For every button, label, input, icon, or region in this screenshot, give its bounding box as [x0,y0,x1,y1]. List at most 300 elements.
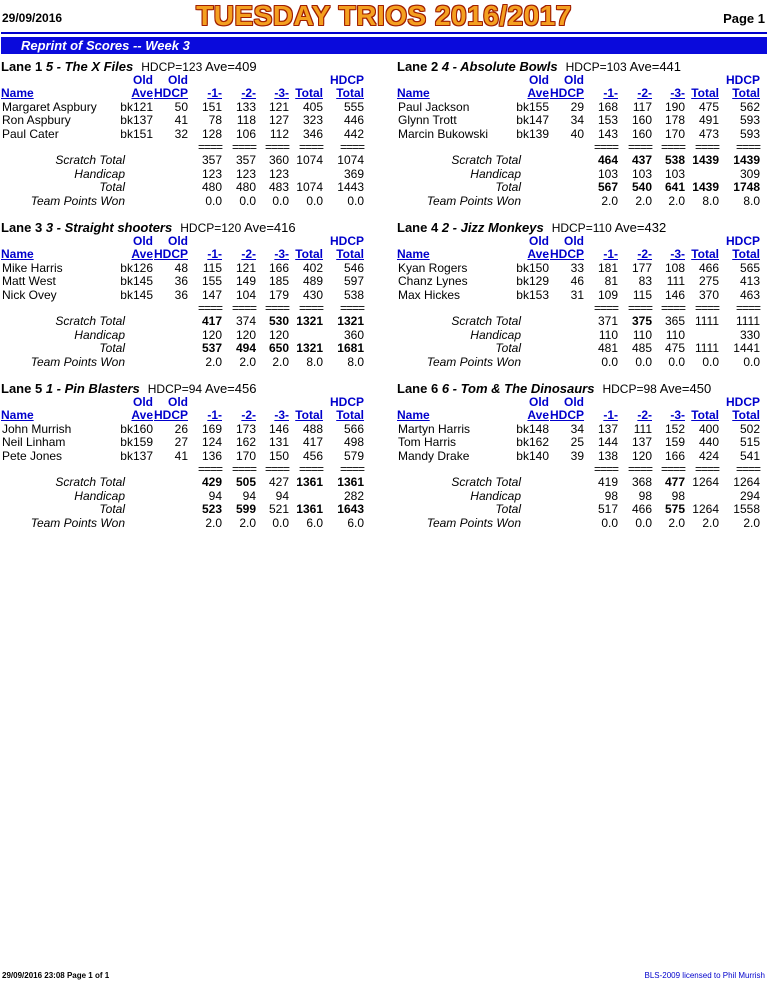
cell-g2: 2.0 [239,354,256,369]
summary-label: Total [99,341,125,356]
cell-total: ==== [298,461,323,476]
summary-label: Handicap [74,327,125,342]
cell-total: 346 [302,126,323,141]
cell-hdcp: HDCP [550,408,585,423]
cell-hdcp: 36 [174,274,188,289]
cell-g3: 146 [664,287,685,302]
column-header-top [1,74,381,87]
team-average: Ave=450 [659,381,712,396]
cell-total: 430 [302,287,323,302]
cell-htotal: 1361 [337,475,364,490]
cell-g2: ==== [627,461,652,476]
cell-htotal: 1074 [337,153,364,168]
cell-g1: ==== [593,461,618,476]
cell-g1: 537 [201,341,222,356]
lane-section [1,220,381,369]
cell-g1: 0.0 [601,354,618,369]
cell-htotal: 8.0 [347,354,364,369]
cell-g1: 137 [597,421,618,436]
cell-g1: 136 [201,448,222,463]
handicap-row [1,168,381,181]
cell-g3: 360 [268,153,289,168]
cell-hdcp: 31 [570,287,584,302]
cell-htotal: HDCP [330,73,365,87]
cell-htotal: 294 [739,488,760,503]
cell-htotal: HDCP [726,73,761,87]
cell-g1: 481 [597,341,618,356]
cell-g3: -3- [670,247,685,262]
cell-total: Total [295,86,323,101]
cell-total: 475 [698,99,719,114]
cell-g2: 0.0 [239,193,256,208]
cell-g1: -1- [603,408,618,423]
grand-total-row [1,342,381,355]
lane-number: Lane 3 [1,220,43,235]
cell-total: 275 [698,274,719,289]
cell-htotal: 1439 [733,153,760,168]
cell-g2: 98 [638,488,652,503]
summary-label: Team Points Won [426,193,521,208]
cell-g2: 494 [235,341,256,356]
cell-g3: -3- [274,86,289,101]
player-row [397,101,768,114]
summary-label: Total [495,180,521,195]
cell-htotal: HDCP [726,395,761,409]
player-name: Tom Harris [398,435,457,450]
cell-total: 323 [302,113,323,128]
cell-g3: 2.0 [272,354,289,369]
cell-g3: 112 [269,126,289,141]
scratch-total-row [1,476,381,489]
cell-htotal: 309 [739,166,760,181]
cell-g1: ==== [593,139,618,154]
cell-g2: 2.0 [239,515,256,530]
cell-ave: bk126 [120,260,153,275]
cell-g2: 133 [235,99,256,114]
cell-ave: bk129 [516,274,549,289]
cell-htotal: 446 [343,113,364,128]
cell-g2: 162 [235,435,256,450]
column-header-top [397,235,768,248]
team-average: Ave=416 [244,220,296,235]
cell-g1: 2.0 [205,354,222,369]
cell-g1: ==== [197,461,222,476]
cell-g2: 480 [235,180,256,195]
column-name: Name [1,247,34,262]
cell-g3: 483 [268,180,289,195]
cell-g3: 427 [268,475,289,490]
cell-total: ==== [694,300,719,315]
cell-ave: Old [529,73,549,87]
lane-number: Lane 2 [397,59,439,74]
cell-ave: Ave [527,408,549,423]
cell-g3: 2.0 [668,515,685,530]
cell-g1: 123 [201,166,222,181]
grand-total-row [397,503,768,516]
team-hdcp: HDCP=110 [551,221,612,235]
cell-ave: bk155 [516,99,549,114]
cell-ave: bk153 [516,287,549,302]
grand-total-row [1,503,381,516]
cell-hdcp: HDCP [550,86,585,101]
cell-hdcp: HDCP [154,86,189,101]
cell-g1: 2.0 [205,515,222,530]
cell-g2: ==== [627,139,652,154]
cell-g1: 81 [604,274,618,289]
cell-g2: 94 [242,488,256,503]
cell-g2: 177 [631,260,652,275]
cell-htotal: 6.0 [347,515,364,530]
separator-row [1,141,381,154]
cell-g3: 111 [666,274,685,289]
cell-g3: ==== [660,300,685,315]
column-header-top [1,396,381,409]
cell-g3: 152 [664,421,685,436]
summary-label: Scratch Total [451,153,521,168]
cell-total: 1439 [692,180,719,195]
column-name: Name [397,247,430,262]
cell-total: 400 [698,421,719,436]
cell-g2: 374 [235,314,256,329]
cell-g3: 131 [268,435,289,450]
cell-g2: 173 [235,421,256,436]
lane-section [397,59,768,208]
cell-g1: 168 [597,99,618,114]
cell-g2: -2- [241,247,256,262]
cell-ave: Old [133,234,153,248]
cell-g2: 111 [633,421,652,436]
cell-g3: 94 [275,488,289,503]
cell-total: 1361 [296,502,323,517]
player-row [397,289,768,302]
cell-ave: bk137 [120,448,153,463]
cell-g3: ==== [264,300,289,315]
cell-ave: bk137 [120,113,153,128]
cell-g2: 599 [235,502,256,517]
cell-g1: ==== [593,300,618,315]
cell-htotal: 1558 [733,502,760,517]
cell-htotal: 546 [343,260,364,275]
cell-g1: 419 [597,475,618,490]
cell-g2: 110 [632,327,652,342]
cell-htotal: 442 [343,126,364,141]
team-average: Ave=432 [614,220,667,235]
player-row [1,275,381,288]
cell-g2: 466 [631,502,652,517]
cell-g1: 181 [597,260,618,275]
cell-g1: 429 [201,475,222,490]
cell-g2: 368 [631,475,652,490]
summary-label: Total [495,502,521,517]
cell-g1: 0.0 [205,193,222,208]
player-row [1,101,381,114]
player-name: Martyn Harris [398,421,471,436]
cell-htotal: 566 [343,421,364,436]
player-row [1,289,381,302]
cell-hdcp: 34 [570,113,584,128]
lane-section [1,381,381,530]
cell-total: Total [691,247,719,262]
cell-g3: 190 [664,99,685,114]
cell-g3: 2.0 [668,193,685,208]
lane-number: Lane 6 [397,381,439,396]
lane-number: Lane 1 [1,59,43,74]
cell-hdcp: 50 [174,99,188,114]
summary-label: Team Points Won [426,515,521,530]
cell-g2: 160 [631,126,652,141]
column-name: Name [397,408,430,423]
cell-g1: 128 [201,126,222,141]
cell-g1: 153 [597,113,618,128]
cell-total: 489 [302,274,323,289]
cell-htotal: ==== [339,461,364,476]
cell-g3: 127 [268,113,289,128]
cell-g1: 124 [201,435,222,450]
team-average: Ave=456 [205,381,257,396]
cell-g1: 115 [202,260,222,275]
cell-g3: 166 [268,260,289,275]
player-name: Margaret Aspbury [2,99,97,114]
cell-total: Total [691,408,719,423]
cell-htotal: 0.0 [743,354,760,369]
team-name: 4 - Absolute Bowls [441,59,558,74]
cell-g3: 110 [665,327,685,342]
team-points-row [397,195,768,208]
scratch-total-row [397,154,768,167]
lane-title [1,59,381,74]
cell-htotal: 413 [739,274,760,289]
cell-g2: 0.0 [635,354,652,369]
cell-g3: 159 [664,435,685,450]
cell-htotal: 0.0 [347,193,364,208]
cell-g1: 417 [201,314,222,329]
team-hdcp: HDCP=103 [565,60,627,74]
cell-g2: 505 [235,475,256,490]
team-average: Ave=441 [629,59,682,74]
cell-total: 1111 [694,341,719,356]
cell-htotal: 579 [343,448,364,463]
cell-g1: 155 [201,274,222,289]
cell-g3: 150 [268,448,289,463]
cell-g3: 641 [664,180,685,195]
cell-g2: ==== [627,300,652,315]
cell-g2: 375 [631,314,652,329]
cell-htotal: HDCP [330,395,365,409]
cell-total: 1074 [296,180,323,195]
cell-hdcp: 25 [570,435,584,450]
cell-htotal: 1441 [733,341,760,356]
summary-label: Scratch Total [55,153,125,168]
cell-total: 0.0 [702,354,719,369]
cell-ave: bk159 [120,435,153,450]
cell-g1: 143 [597,126,618,141]
player-row [1,436,381,449]
cell-hdcp: 27 [174,435,188,450]
cell-htotal: Total [732,247,760,262]
cell-g1: 464 [597,153,618,168]
summary-label: Team Points Won [426,354,521,369]
summary-label: Handicap [74,488,125,503]
cell-hdcp: Old [168,73,188,87]
report-date: 29/09/2016 [2,11,63,25]
cell-hdcp: 32 [174,126,188,141]
cell-g1: 138 [597,448,618,463]
cell-ave: Old [133,73,153,87]
summary-label: Handicap [470,327,521,342]
summary-label: Scratch Total [451,475,521,490]
cell-g3: 120 [268,327,289,342]
cell-ave: Old [133,395,153,409]
cell-htotal: 330 [739,327,760,342]
lane-section [397,220,768,369]
cell-htotal: 360 [343,327,364,342]
player-row [1,423,381,436]
cell-hdcp: Old [564,234,584,248]
player-name: John Murrish [2,421,72,436]
cell-g2: 2.0 [635,193,652,208]
cell-g3: ==== [660,461,685,476]
cell-htotal: 593 [739,113,760,128]
player-name: Glynn Trott [398,113,457,128]
cell-total: ==== [694,139,719,154]
cell-g1: 2.0 [601,193,618,208]
player-row [397,436,768,449]
player-name: Ron Aspbury [2,113,71,128]
team-points-row [1,356,381,369]
cell-htotal: 597 [343,274,364,289]
cell-total: 1361 [296,475,323,490]
scratch-total-row [1,154,381,167]
player-name: Chanz Lynes [398,274,468,289]
cell-total: 0.0 [306,193,323,208]
player-name: Max Hickes [398,287,461,302]
column-header-top [397,396,768,409]
cell-htotal: Total [732,86,760,101]
cell-g2: 0.0 [635,515,652,530]
cell-g3: 521 [268,502,289,517]
cell-g3: 477 [664,475,685,490]
separator-row [1,302,381,315]
team-points-row [397,517,768,530]
cell-total: 1321 [296,314,323,329]
summary-label: Scratch Total [55,475,125,490]
cell-htotal: ==== [735,300,760,315]
cell-g3: -3- [670,86,685,101]
cell-g2: 137 [631,435,652,450]
player-name: Mike Harris [2,260,63,275]
lane-section [397,381,768,530]
column-name: Name [1,408,34,423]
cell-total: 1321 [296,341,323,356]
cell-total: 1439 [692,153,719,168]
cell-g2: 121 [235,260,256,275]
cell-g3: 108 [664,260,685,275]
column-header [397,87,768,100]
cell-g3: 121 [268,99,289,114]
cell-hdcp: 36 [174,287,188,302]
cell-total: 417 [302,435,323,450]
cell-g2: ==== [231,461,256,476]
cell-htotal: ==== [735,139,760,154]
cell-total: 402 [302,260,323,275]
cell-total: ==== [298,139,323,154]
lane-section [1,59,381,208]
lane-title [397,381,768,396]
player-name: Neil Linham [2,435,66,450]
cell-htotal: 8.0 [743,193,760,208]
cell-g2: 120 [235,327,256,342]
cell-g1: 523 [201,502,222,517]
cell-g2: 357 [235,153,256,168]
cell-g3: 166 [664,448,685,463]
player-row [1,450,381,463]
cell-g3: 365 [664,314,685,329]
team-name: 1 - Pin Blasters [45,381,140,396]
cell-g1: -1- [603,86,618,101]
cell-htotal: Total [732,408,760,423]
cell-ave: bk145 [120,274,153,289]
cell-g3: 575 [664,502,685,517]
cell-htotal: 1443 [337,180,364,195]
cell-g3: -3- [274,408,289,423]
lane-title [397,220,768,235]
player-name: Paul Jackson [398,99,470,114]
cell-ave: bk139 [516,126,549,141]
player-row [397,128,768,141]
cell-total: 1264 [692,502,719,517]
column-header [1,87,381,100]
cell-g2: -2- [637,86,652,101]
cell-g2: -2- [637,408,652,423]
cell-ave: Ave [131,86,153,101]
cell-g3: ==== [660,139,685,154]
team-hdcp: HDCP=123 [141,60,203,74]
cell-g3: 185 [268,274,289,289]
summary-label: Handicap [470,166,521,181]
cell-g1: 0.0 [601,515,618,530]
cell-g3: 0.0 [668,354,685,369]
handicap-row [1,329,381,342]
team-name: 3 - Straight shooters [45,220,173,235]
cell-htotal: 562 [739,99,760,114]
column-header-top [1,235,381,248]
cell-g3: -3- [274,247,289,262]
summary-label: Team Points Won [30,515,125,530]
cell-hdcp: Old [168,395,188,409]
cell-total: Total [295,247,323,262]
page-number: Page 1 [723,11,765,26]
summary-label: Total [99,502,125,517]
cell-htotal: HDCP [726,234,761,248]
cell-htotal: 515 [739,435,760,450]
cell-g2: 120 [631,448,652,463]
cell-g1: 169 [201,421,222,436]
player-row [397,423,768,436]
cell-g2: 104 [235,287,256,302]
cell-ave: bk140 [516,448,549,463]
summary-label: Scratch Total [451,314,521,329]
cell-total: 456 [302,448,323,463]
cell-g2: 123 [235,166,256,181]
cell-ave: bk160 [120,421,153,436]
grand-total-row [397,342,768,355]
cell-htotal: Total [336,247,364,262]
team-hdcp: HDCP=98 [602,382,657,396]
column-header [397,248,768,261]
cell-g2: 149 [235,274,256,289]
player-name: Kyan Rogers [398,260,468,275]
separator-row [1,463,381,476]
